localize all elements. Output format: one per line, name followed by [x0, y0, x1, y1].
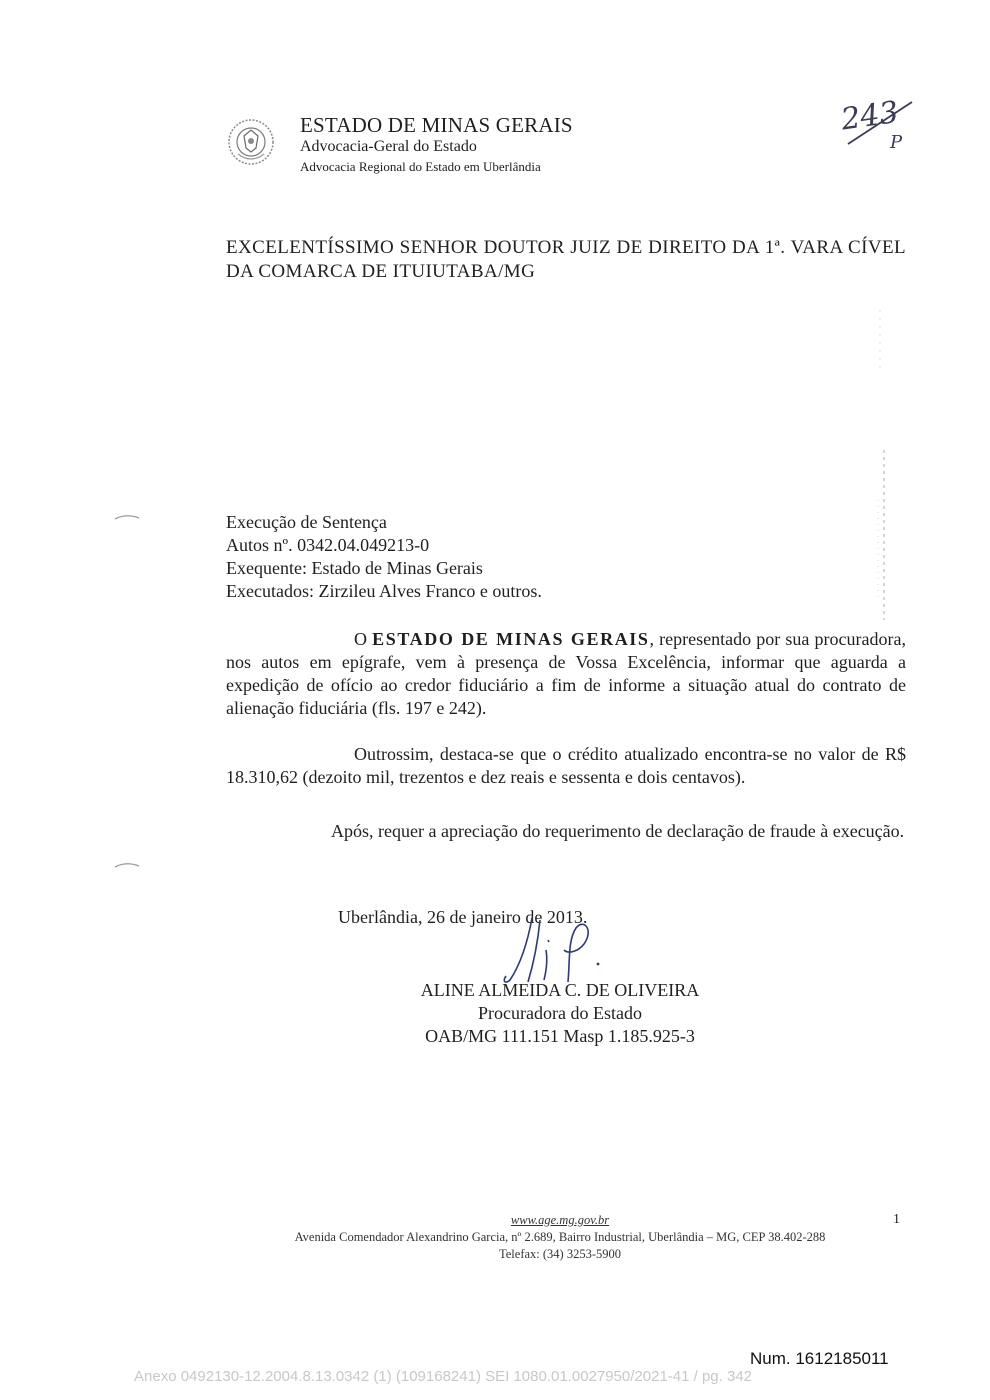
date-line: Uberlândia, 26 de janeiro de 2013. — [338, 907, 588, 927]
signatory-name: ALINE ALMEIDA C. DE OLIVEIRA — [420, 980, 700, 1000]
page-number: 1 — [893, 1212, 900, 1227]
org-name: ESTADO DE MINAS GERAIS — [300, 113, 573, 137]
addressee: EXCELENTÍSSIMO SENHOR DOUTOR JUIZ DE DIREITO DA 1ª. VARA CÍVEL DA COMARCA DE ITUIUTABA/MG — [226, 237, 906, 282]
org-department: Advocacia-Geral do Estado — [300, 138, 477, 155]
footer-phone: Telefax: (34) 3253-5900 — [498, 1247, 621, 1261]
paragraph-1-rest: , representado por sua procuradora, nos autos em epígrafe, vem à presença de Vossa Excelência, informar que aguarda a expedição de ofício ao credor fiduciário a fim de informe a situação atual do contrato de alienação fiduciária (fls. 197 e 242). — [226, 629, 906, 718]
handwritten-signature — [488, 910, 618, 990]
case-number: Autos nº. 0342.04.049213-0 — [226, 535, 430, 555]
paragraph-3-text: Após, requer a apreciação do requerimento de declaração de fraude à execução. — [331, 821, 905, 841]
signatory-title: Procuradora do Estado — [478, 1003, 642, 1023]
footer — [230, 1212, 890, 1263]
paragraph-3 — [226, 820, 906, 843]
margin-stamp-trace — [870, 300, 890, 640]
org-regional-office: Advocacia Regional do Estado em Uberlândia — [300, 159, 541, 174]
case-defendants: Executados: Zirzileu Alves Franco e outros. — [226, 581, 542, 601]
margin-mark-icon — [114, 860, 140, 870]
coat-of-arms-icon — [226, 116, 276, 168]
paragraph-2-text: Outrossim, destaca-se que o crédito atualizado encontra-se no valor de R$ 18.310,62 (dezoito mil, trezentos e dez reais e sessenta e dois centavos). — [226, 744, 906, 787]
margin-mark-icon — [114, 512, 140, 522]
case-info — [226, 511, 542, 603]
footer-url[interactable]: www.age.mg.gov.br — [510, 1213, 610, 1227]
paragraph-1-lead: O — [354, 629, 367, 649]
document-number-stamp: Num. 1612185011 — [750, 1349, 889, 1368]
svg-text:P: P — [890, 132, 903, 153]
svg-text:243: 243 — [839, 94, 901, 138]
signatory-registration: OAB/MG 111.151 Masp 1.185.925-3 — [425, 1026, 695, 1046]
annex-reference: Anexo 0492130-12.2004.8.13.0342 (1) (109168241) SEI 1080.01.0027950/2021-41 / pg. 342 — [134, 1368, 753, 1385]
paragraph-1-bold: ESTADO DE MINAS GERAIS — [372, 629, 650, 649]
case-type: Execução de Sentença — [226, 512, 387, 532]
folio-mark — [838, 92, 918, 154]
case-plaintiff: Exequente: Estado de Minas Gerais — [226, 558, 483, 578]
footer-address: Avenida Comendador Alexandrino Garcia, nº 2.689, Bairro Industrial, Uberlândia – MG, CEP 38.402-288 — [294, 1230, 826, 1244]
paragraph-1 — [226, 628, 906, 720]
signatory-block — [390, 979, 730, 1048]
paragraph-2 — [226, 743, 906, 789]
